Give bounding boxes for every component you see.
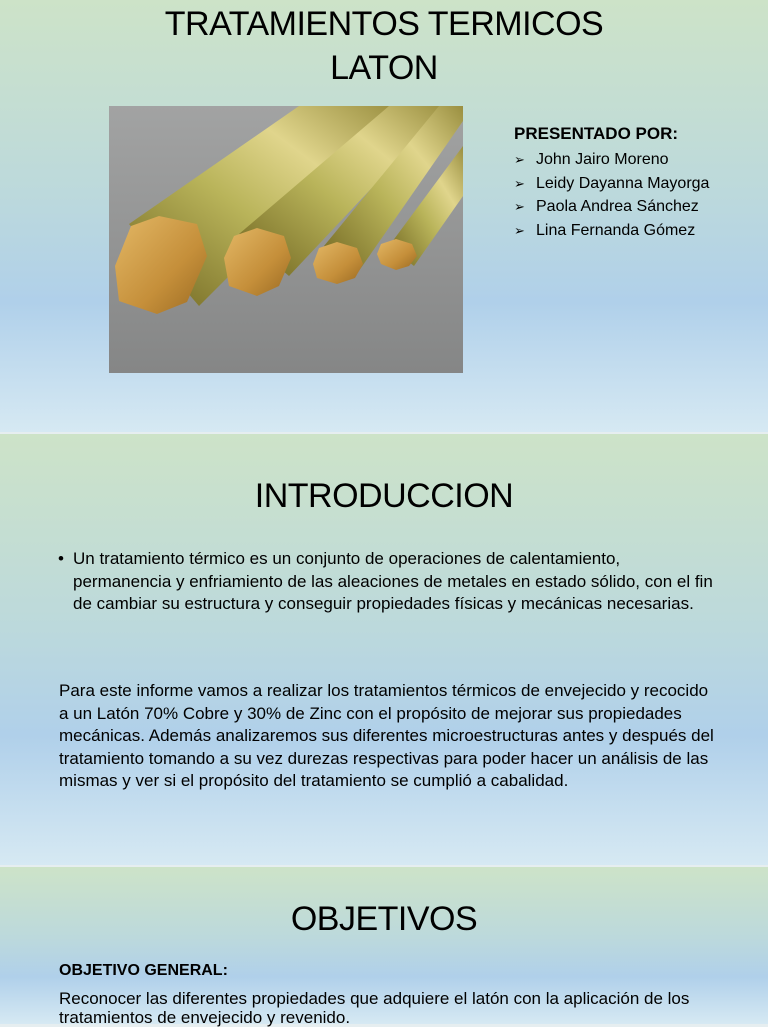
- bullet-paragraph: [58, 548, 718, 616]
- presenter-name: Lina Fernanda Gómez: [536, 221, 696, 239]
- slide-objectives: [0, 867, 768, 1027]
- bullet-icon: •: [58, 549, 64, 568]
- arrow-bullet-icon: ➢: [514, 222, 525, 238]
- presenters-block: [514, 124, 709, 242]
- arrow-bullet-icon: ➢: [514, 152, 525, 167]
- list-item: [514, 195, 709, 219]
- page-title: [0, 2, 768, 90]
- brass-bars-image: [109, 106, 463, 373]
- title-line-2: LATON: [330, 49, 438, 87]
- title-line-1: TRATAMIENTOS TERMICOS: [164, 5, 604, 43]
- presenters-list: [514, 148, 709, 242]
- intro-paragraph: Para este informe vamos a realizar los tratamientos térmicos de envejecido y recocido a un Latón 70% Cobre y 30% de Zinc con el propósito de mejorar sus propiedades mecánicas. Además analizaremos sus diferentes microestructuras antes y después del tratamiento tomando a su vez durezas respectivas para poder hacer un análisis de las mismas y ver si el propósito del tratamiento se cumplió a cabalidad.: [59, 681, 714, 790]
- presenter-name: Leidy Dayanna Mayorga: [536, 174, 710, 192]
- presenter-name: John Jairo Moreno: [536, 151, 669, 168]
- objective-label: OBJETIVO GENERAL:: [59, 962, 228, 979]
- bullet-text: Un tratamiento térmico es un conjunto de operaciones de calentamiento, permanencia y enfriamiento de las aleaciones de metales en estado sólido, con el fin de cambiar su estructura y conseguir propiedades físicas y mecánicas necesarias.: [73, 549, 713, 613]
- slide-title: [0, 0, 768, 432]
- list-item: [514, 219, 709, 243]
- presenter-name: Paola Andrea Sánchez: [536, 198, 699, 215]
- arrow-bullet-icon: ➢: [514, 175, 525, 191]
- section-title: INTRODUCCION: [254, 477, 514, 515]
- slide-introduction: [0, 434, 768, 865]
- presented-label: PRESENTADO POR:: [514, 124, 679, 143]
- list-item: [514, 148, 709, 172]
- arrow-bullet-icon: ➢: [514, 199, 525, 214]
- list-item: [514, 172, 709, 196]
- section-title: OBJETIVOS: [290, 900, 478, 938]
- objective-text: Reconocer las diferentes propiedades que adquiere el latón con la aplicación de los tratamientos de envejecido y revenido.: [59, 989, 690, 1027]
